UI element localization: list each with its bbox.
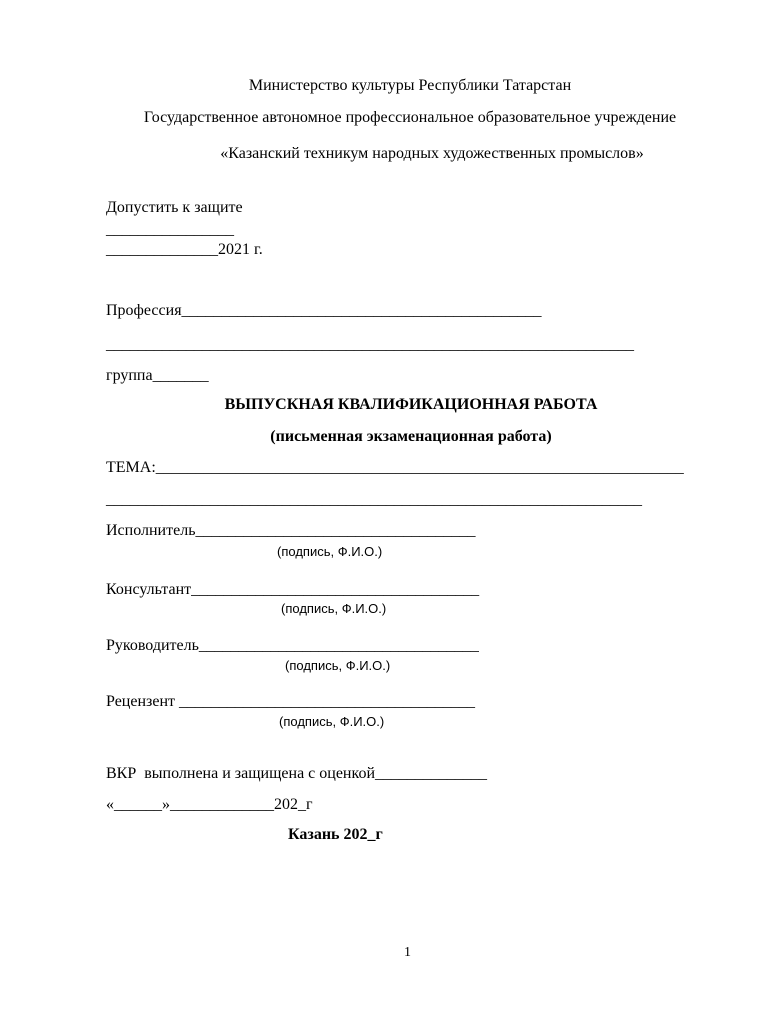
page-number: 1 [404, 945, 411, 960]
document-title: ВЫПУСКНАЯ КВАЛИФИКАЦИОННАЯ РАБОТА [224, 396, 598, 413]
profession-continuation-line: __________________________________________________________________ [106, 336, 634, 353]
group-field: группа_______ [106, 367, 209, 384]
admission-label: Допустить к защите [106, 199, 243, 216]
consultant-field: Консультант____________________________________ [106, 581, 480, 598]
institution-heading: Государственное автономное профессиональное образовательное учреждение [143, 109, 677, 126]
consultant-signature-hint: (подпись, Ф.И.О.) [281, 601, 387, 616]
topic-continuation-line: ___________________________________________________________________ [106, 491, 642, 508]
city-year: Казань 202_г [288, 826, 383, 843]
admission-date-line: ______________2021 г. [106, 241, 263, 258]
ministry-heading: Министерство культуры Республики Татарстан [248, 77, 572, 94]
executor-field: Исполнитель___________________________________ [106, 522, 476, 539]
admission-signature-line: ________________ [106, 221, 234, 238]
reviewer-field: Рецензент _____________________________________ [106, 693, 475, 710]
supervisor-field: Руководитель___________________________________ [106, 637, 479, 654]
defense-date-field: «______»_____________202_г [106, 796, 313, 813]
topic-field: ТЕМА:__________________________________________________________________ [106, 459, 684, 476]
executor-signature-hint: (подпись, Ф.И.О.) [277, 544, 383, 559]
document-subtitle: (письменная экзаменационная работа) [270, 428, 552, 445]
reviewer-signature-hint: (подпись, Ф.И.О.) [279, 714, 385, 729]
profession-field: Профессия_____________________________________________ [106, 302, 542, 319]
grade-field: ВКР выполнена и защищена с оценкой______________ [106, 765, 488, 782]
college-heading: «Казанский техникум народных художественных промыслов» [220, 145, 644, 162]
supervisor-signature-hint: (подпись, Ф.И.О.) [285, 658, 391, 673]
